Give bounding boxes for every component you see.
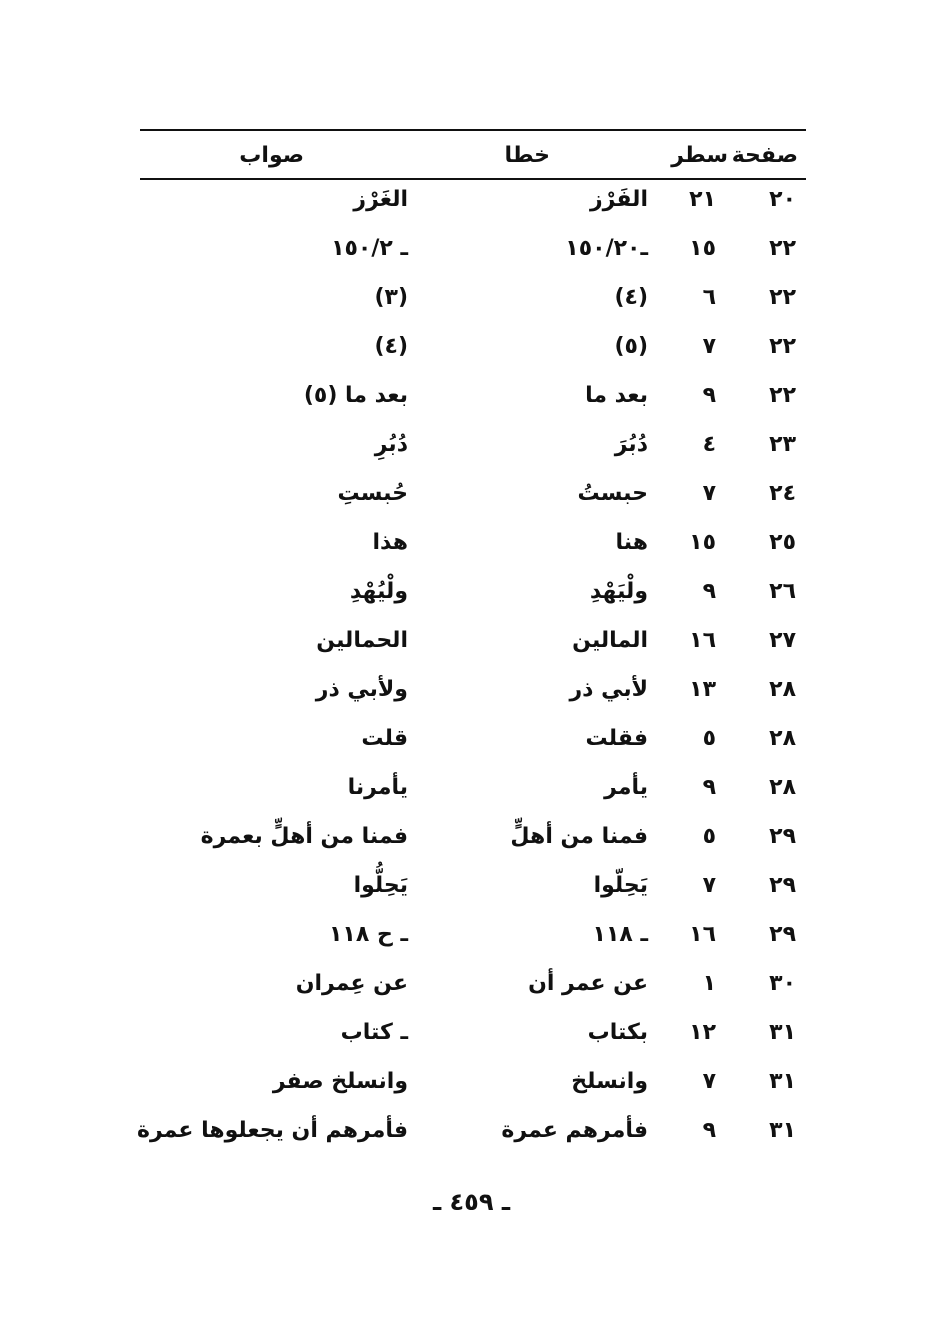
table-row xyxy=(136,1111,806,1160)
cell-line: ٩ xyxy=(702,775,716,800)
cell-line: ٤ xyxy=(702,432,716,457)
header-page: صفحة xyxy=(731,143,798,168)
table-row xyxy=(140,915,806,964)
cell-wrong: عن عمر أن xyxy=(528,971,648,996)
cell-wrong: هنا xyxy=(615,530,648,555)
cell-correct: هذا xyxy=(372,530,408,555)
cell-line: ٥ xyxy=(702,824,716,849)
table-row xyxy=(140,327,806,376)
table-row xyxy=(140,474,806,523)
cell-wrong: الفَرْز xyxy=(590,187,648,212)
cell-correct: بعد ما (٥) xyxy=(303,383,408,408)
table-row xyxy=(140,180,806,229)
top-rule xyxy=(140,129,806,131)
table-row xyxy=(140,621,806,670)
cell-line: ٩ xyxy=(702,1118,716,1143)
cell-line: ٧ xyxy=(702,334,716,359)
cell-page: ٢٢ xyxy=(769,383,796,408)
table-row xyxy=(140,768,806,817)
cell-correct: فمنا من أهلٍّ بعمرة xyxy=(200,824,408,849)
cell-wrong: (٤) xyxy=(614,285,648,310)
cell-page: ٢٧ xyxy=(769,628,796,653)
cell-page: ٢٠ xyxy=(769,187,796,212)
cell-wrong: فمنا من أهلٍّ xyxy=(510,824,648,849)
cell-page: ٢٢ xyxy=(769,334,796,359)
cell-page: ٢٤ xyxy=(769,481,796,506)
cell-correct: وانسلخ صفر xyxy=(272,1069,408,1094)
header-line: سطر xyxy=(671,143,728,168)
cell-line: ٧ xyxy=(702,1069,716,1094)
cell-line: ٩ xyxy=(702,383,716,408)
table-row xyxy=(140,1062,806,1111)
cell-page: ٣٠ xyxy=(769,971,796,996)
cell-wrong: بعد ما xyxy=(585,383,648,408)
cell-wrong: فأمرهم عمرة xyxy=(501,1118,648,1143)
cell-correct: عن عِمران xyxy=(295,971,408,996)
cell-wrong: حبستُ xyxy=(577,481,648,506)
table-row xyxy=(140,425,806,474)
cell-line: ٢١ xyxy=(689,187,716,212)
cell-page: ٢٦ xyxy=(769,579,796,604)
header-wrong: خطا xyxy=(504,143,550,168)
cell-correct: الحمالين xyxy=(316,628,408,653)
cell-page: ٢٩ xyxy=(769,922,796,947)
cell-wrong: ـ١٥٠/٢٠ xyxy=(565,236,648,261)
cell-line: ١ xyxy=(702,971,716,996)
table-row xyxy=(140,376,806,425)
cell-page: ٢٨ xyxy=(769,726,796,751)
cell-correct: قلت xyxy=(361,726,408,751)
table-row xyxy=(140,964,806,1013)
cell-page: ٢٥ xyxy=(769,530,796,555)
table-row xyxy=(140,719,806,768)
cell-line: ١٥ xyxy=(689,530,716,555)
page-number: ـ ٤٥٩ ـ xyxy=(432,1188,511,1216)
cell-wrong: دُبُرَ xyxy=(614,432,648,457)
cell-wrong: فقلت xyxy=(585,726,648,751)
cell-line: ١٦ xyxy=(689,628,716,653)
cell-page: ٢٣ xyxy=(769,432,796,457)
cell-page: ٣١ xyxy=(769,1118,796,1143)
header-correct: صواب xyxy=(239,143,304,168)
table-row xyxy=(140,817,806,866)
table-row xyxy=(140,670,806,719)
cell-page: ٢٢ xyxy=(769,285,796,310)
cell-wrong: يأمر xyxy=(604,775,648,800)
table-row xyxy=(140,229,806,278)
cell-correct: (٣) xyxy=(374,285,408,310)
cell-correct: ولأبي ذر xyxy=(315,677,408,702)
cell-line: ٦ xyxy=(702,285,716,310)
table-row xyxy=(140,523,806,572)
cell-wrong: لأبي ذر xyxy=(569,677,648,702)
cell-correct: الغَرْز xyxy=(353,187,408,212)
cell-wrong: ـ ١١٨ xyxy=(592,922,648,947)
cell-correct: (٤) xyxy=(374,334,408,359)
cell-wrong: المالين xyxy=(572,628,648,653)
table-row xyxy=(140,572,806,621)
cell-line: ٥ xyxy=(702,726,716,751)
cell-correct: يأمرنا xyxy=(347,775,408,800)
cell-line: ١٦ xyxy=(689,922,716,947)
cell-correct: ـ ١٥٠/٢ xyxy=(331,236,408,261)
cell-correct: ـ ح ١١٨ xyxy=(329,922,408,947)
table-header xyxy=(140,136,806,176)
cell-line: ٧ xyxy=(702,481,716,506)
cell-correct: حُبستِ xyxy=(337,481,408,506)
cell-page: ٢٢ xyxy=(769,236,796,261)
cell-correct: دُبُرِ xyxy=(374,432,408,457)
cell-correct: يَحِلُّوا xyxy=(353,873,408,898)
cell-page: ٣١ xyxy=(769,1020,796,1045)
cell-page: ٢٨ xyxy=(769,677,796,702)
cell-page: ٢٩ xyxy=(769,873,796,898)
table-row xyxy=(140,278,806,327)
table-row xyxy=(140,866,806,915)
cell-wrong: يَحِلّوا xyxy=(593,873,648,898)
cell-correct: فأمرهم أن يجعلوها عمرة xyxy=(136,1118,408,1143)
cell-wrong: (٥) xyxy=(614,334,648,359)
cell-page: ٢٨ xyxy=(769,775,796,800)
table-row xyxy=(140,1013,806,1062)
cell-line: ٩ xyxy=(702,579,716,604)
cell-page: ٣١ xyxy=(769,1069,796,1094)
cell-line: ١٣ xyxy=(689,677,716,702)
cell-correct: ولْيُهْدِ xyxy=(349,579,408,604)
cell-wrong: وانسلخ xyxy=(571,1069,648,1094)
cell-line: ١٢ xyxy=(689,1020,716,1045)
cell-correct: ـ كتاب xyxy=(340,1020,408,1045)
cell-wrong: ولْيَهْدِ xyxy=(589,579,648,604)
cell-wrong: بكتاب xyxy=(587,1020,648,1045)
cell-line: ١٥ xyxy=(689,236,716,261)
cell-line: ٧ xyxy=(702,873,716,898)
cell-page: ٢٩ xyxy=(769,824,796,849)
